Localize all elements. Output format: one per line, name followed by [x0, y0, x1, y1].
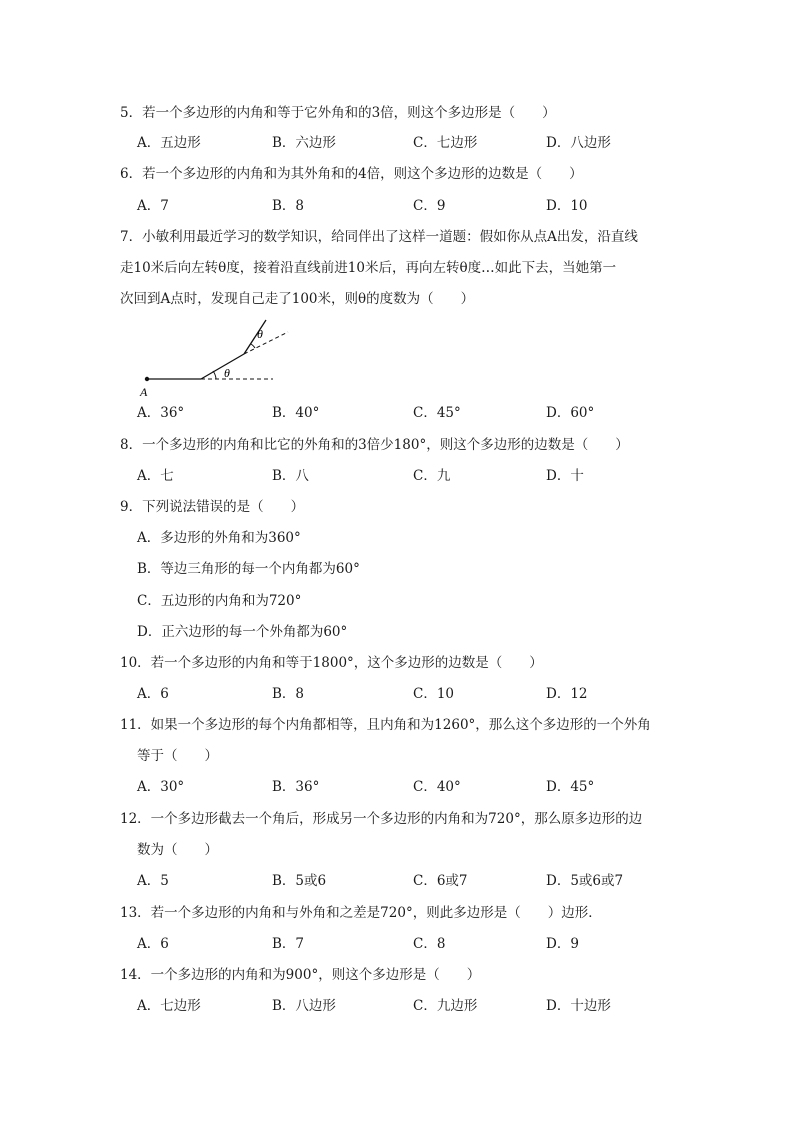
question-14-option-d[interactable]: D．十边形	[546, 998, 611, 1014]
question-9-option-c[interactable]: C．五边形的内角和为720°	[137, 593, 302, 609]
question-11-option-c[interactable]: C．40°	[413, 779, 461, 795]
question-9-option-a[interactable]: A．多边形的外角和为360°	[137, 530, 301, 546]
question-6-option-c[interactable]: C．9	[413, 198, 446, 214]
question-7-stem-line-1: 7．小敏利用最近学习的数学知识，给同伴出了这样一道题：假如你从点A出发，沿直线	[120, 229, 638, 245]
question-12-option-d[interactable]: D．5或6或7	[546, 873, 624, 889]
question-13-option-a[interactable]: A．6	[137, 936, 169, 952]
theta-label-1: θ	[224, 366, 230, 380]
question-10-option-c[interactable]: C．10	[413, 686, 455, 702]
theta-label-2: θ	[257, 327, 263, 341]
question-12-option-b[interactable]: B．5或6	[272, 873, 327, 889]
question-7-stem-line-2: 走10米后向左转θ度，接着沿直线前进10米后，再向左转θ度…如此下去，当她第一	[120, 260, 617, 276]
question-10-option-b[interactable]: B．8	[272, 686, 305, 702]
question-10-option-a[interactable]: A．6	[137, 686, 169, 702]
question-12-option-c[interactable]: C．6或7	[413, 873, 468, 889]
question-11-option-b[interactable]: B．36°	[272, 779, 320, 795]
question-14-stem: 14．一个多边形的内角和为900°，则这个多边形是（ ）	[120, 967, 481, 983]
question-6-option-b[interactable]: B．8	[272, 198, 305, 214]
question-6-stem: 6．若一个多边形的内角和为其外角和的4倍，则这个多边形的边数是（ ）	[120, 166, 583, 182]
question-9-option-b[interactable]: B．等边三角形的每一个内角都为60°	[137, 561, 360, 577]
question-12-stem-line-1: 12．一个多边形截去一个角后，形成另一个多边形的内角和为720°，那么原多边形的边	[120, 811, 643, 827]
question-7-option-a[interactable]: A．36°	[137, 405, 185, 421]
question-6-option-a[interactable]: A．7	[137, 198, 169, 214]
question-9-option-d[interactable]: D．正六边形的每一个外角都为60°	[137, 624, 348, 640]
question-7-figure	[138, 318, 298, 400]
question-13-option-d[interactable]: D．9	[546, 936, 579, 952]
question-8-option-b[interactable]: B．八	[272, 468, 309, 484]
question-5-option-d[interactable]: D．八边形	[546, 135, 611, 151]
question-13-stem: 13．若一个多边形的内角和与外角和之差是720°，则此多边形是（ ）边形．	[120, 905, 602, 921]
question-8-option-c[interactable]: C．九	[413, 468, 451, 484]
question-8-stem: 8．一个多边形的内角和比它的外角和的3倍少180°，则这个多边形的边数是（ ）	[120, 437, 629, 453]
question-13-option-b[interactable]: B．7	[272, 936, 305, 952]
question-5-option-b[interactable]: B．六边形	[272, 135, 336, 151]
question-11-option-d[interactable]: D．45°	[546, 779, 595, 795]
question-13-option-c[interactable]: C．8	[413, 936, 446, 952]
angle-arc-1	[213, 371, 216, 379]
question-11-stem-line-2: 等于（ ）	[137, 748, 218, 764]
angle-arc-2	[251, 344, 255, 348]
question-14-option-c[interactable]: C．九边形	[413, 998, 478, 1014]
question-6-option-d[interactable]: D．10	[546, 198, 588, 214]
question-9-stem: 9．下列说法错误的是（ ）	[120, 499, 305, 515]
question-12-stem-line-2: 数为（ ）	[137, 842, 218, 858]
question-8-option-a[interactable]: A．七	[137, 468, 174, 484]
question-5-stem: 5．若一个多边形的内角和等于它外角和的3倍，则这个多边形是（ ）	[120, 105, 556, 121]
question-14-option-a[interactable]: A．七边形	[137, 998, 201, 1014]
question-14-option-b[interactable]: B．八边形	[272, 998, 336, 1014]
question-10-option-d[interactable]: D．12	[546, 686, 588, 702]
question-11-option-a[interactable]: A．30°	[137, 779, 185, 795]
question-5-option-a[interactable]: A．五边形	[137, 135, 201, 151]
point-a-label: A	[140, 385, 148, 399]
question-5-option-c[interactable]: C．七边形	[413, 135, 478, 151]
question-11-stem-line-1: 11．如果一个多边形的每个内角都相等，且内角和为1260°，那么这个多边形的一个外角	[120, 717, 651, 733]
question-10-stem: 10．若一个多边形的内角和等于1800°，这个多边形的边数是（ ）	[120, 655, 543, 671]
question-7-option-c[interactable]: C．45°	[413, 405, 461, 421]
path-segment-2	[201, 354, 244, 379]
question-8-option-d[interactable]: D．十	[546, 468, 584, 484]
question-12-option-a[interactable]: A．5	[137, 873, 169, 889]
question-7-option-b[interactable]: B．40°	[272, 405, 320, 421]
question-7-stem-line-3: 次回到A点时，发现自己走了100米，则θ的度数为（ ）	[120, 291, 475, 307]
question-7-option-d[interactable]: D．60°	[546, 405, 595, 421]
